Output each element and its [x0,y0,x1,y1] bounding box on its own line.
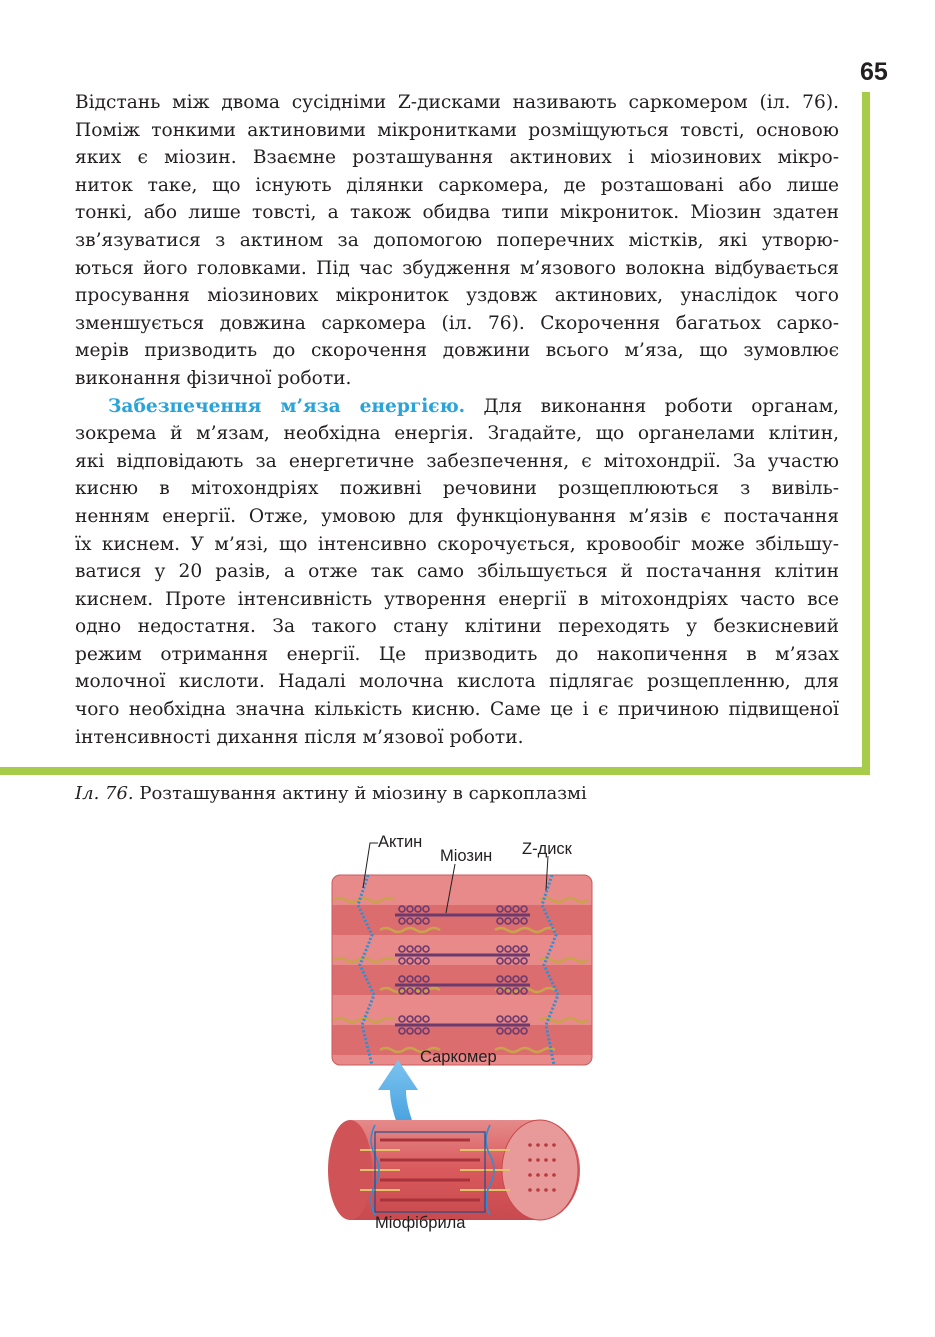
body-text [75,89,839,751]
text-line: тонкі, або лише товсті, а також обидва типи мікрониток. Міозин здатен [75,202,839,224]
text-line: мерів призводить до скорочення довжини всього м’яза, що зумовлює [75,340,839,362]
text-line: Відстань між двома сусідніми Z-дисками називають саркомером (іл. 76). [75,92,839,113]
text-line: одно недостатня. За такого стану клітини переходять у безкисневий [75,616,839,638]
text-line: зменшується довжина саркомера (іл. 76). Скорочення багатьох сарко- [75,312,839,334]
green-border-vertical [862,92,870,775]
text-line: ються його головками. Під час збудження м’язового волокна відбувається [75,257,839,279]
text-line: зокрема й м’язам, необхідна енергія. Згадайте, що органелами клітин, [75,423,839,445]
text-line: зв’язуватися з актином за допомогою поперечних містків, які утворю- [75,229,839,251]
text-line: Поміж тонкими актиновими мікронитками розміщуються товсті, основою [75,119,839,141]
text-line: молочної кислоти. Надалі молочна кислота підлягає розщепленню, для [75,671,839,693]
caption-number: Іл. 76. [75,783,134,804]
label-myofibril: Міофібрила [375,1214,466,1232]
text-line: ватися у 20 разів, а отже так само збільшується й постачання клітин [75,561,839,583]
label-actin: Актин [378,833,423,851]
page-number: 65 [860,58,888,86]
sarcomere-illustration [320,820,620,1250]
text-line: ниток таке, що існують ділянки саркомера, де розташовані або лише [75,174,839,196]
text-line: яких є міозин. Взаємне розташування актинових і міозинових мікро- [75,147,839,169]
green-border-horizontal [0,767,870,775]
text-line: ненням енергії. Отже, умовою для функціонування м’язів є постачання [75,505,839,527]
text-line: їх киснем. У м’язі, що інтенсивно скорочується, кровообіг може збільшу- [75,533,839,555]
text-line: киснем. Проте інтенсивність утворення енергії в мітохондріях часто все [75,588,839,610]
text-line: кисню в мітохондріях поживні речовини розщеплюються з вивіль- [75,478,839,500]
section-first-line [75,393,839,421]
section-heading: Забезпечення м’яза енергією. [108,395,466,417]
text-line: інтенсивності дихання після м’язової роботи. [75,726,524,748]
text-line: чого необхідна значна кількість кисню. Саме це і є причиною підвищеної [75,699,839,721]
label-z-disc: Z-диск [522,840,572,858]
figure-caption [75,783,587,804]
text-line: режим отримання енергії. Це призводить до накопичення в м’язах [75,643,839,665]
label-sarcomere: Саркомер [420,1048,497,1066]
caption-text: Розташування актину й міозину в саркоплазмі [133,783,587,804]
sarcomere-figure [320,820,620,1250]
myofibril-cylinder [328,1120,580,1220]
text-line: виконання фізичної роботи. [75,367,352,389]
label-myosin: Міозин [440,847,493,865]
sarcomere-block [332,875,592,1065]
text-line: просування міозинових мікрониток уздовж актинових, унаслідок чого [75,285,839,307]
text-line: які відповідають за енергетичне забезпечення, є мітохондрії. За участю [75,450,839,472]
text-fragment: Для виконання роботи органам, [465,395,839,417]
